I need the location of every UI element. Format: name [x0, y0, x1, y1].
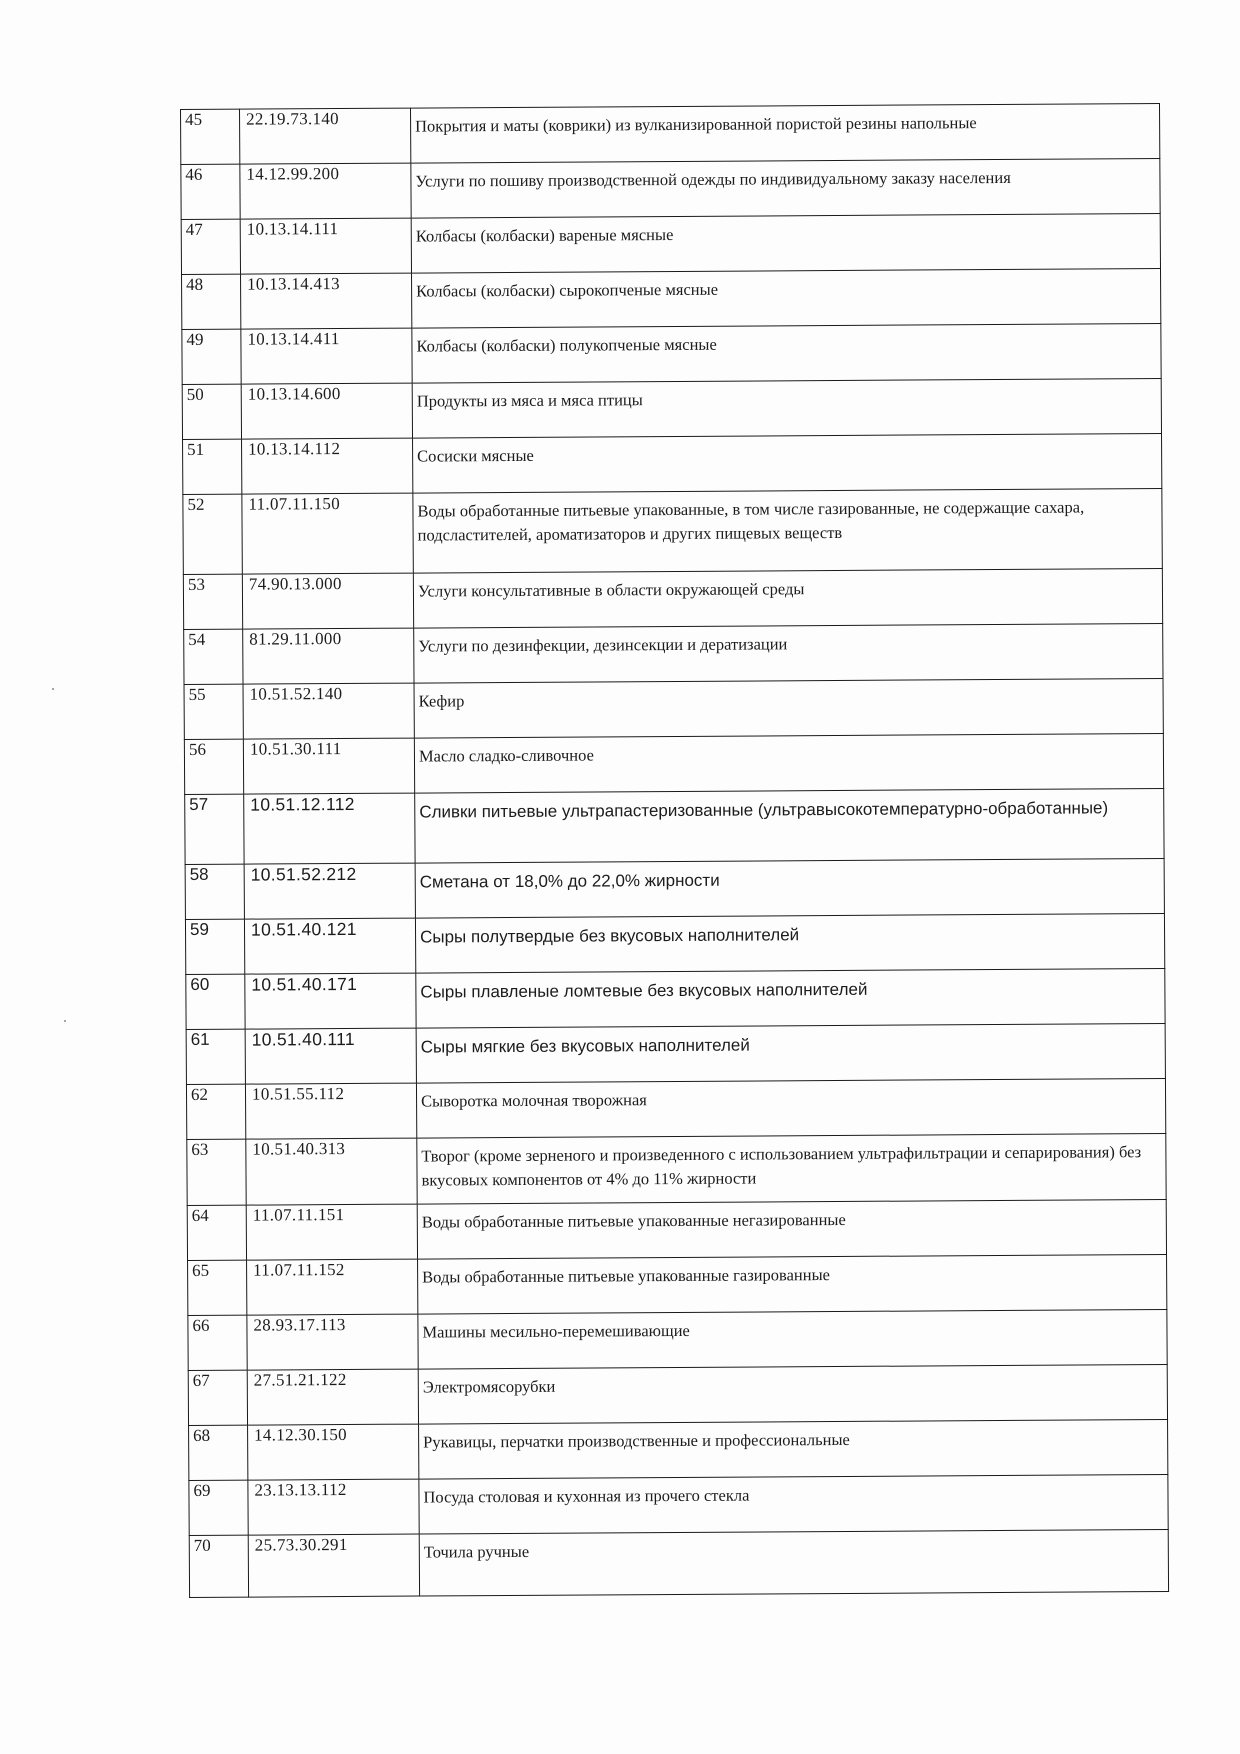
row-number: 52: [187, 494, 205, 514]
code-cell: [243, 683, 414, 739]
row-number-cell: [189, 1535, 248, 1597]
item-name: Воды обработанные питьевые упакованные, в том числе газированные, не содержащие сахара, подсластителей, ароматизаторов и других пищевых веществ: [417, 497, 1085, 545]
row-number: 61: [190, 1029, 210, 1049]
item-name: Услуги консультативные в области окружающей среды: [417, 579, 805, 601]
name-cell: [418, 1309, 1167, 1369]
item-name: Кефир: [418, 691, 465, 711]
okpd2-code: 10.51.52.212: [250, 863, 357, 885]
table-row: [182, 379, 1161, 440]
table-row: [182, 324, 1161, 385]
scan-speck: [52, 688, 54, 690]
name-cell: [415, 789, 1164, 864]
row-number-cell: [182, 274, 241, 329]
table-row: [182, 269, 1161, 330]
scan-speck: [64, 1020, 66, 1022]
name-cell: [415, 859, 1164, 919]
table-row: [185, 789, 1164, 865]
name-cell: [418, 1254, 1167, 1314]
okpd2-code: 11.07.11.152: [253, 1260, 345, 1280]
code-cell: [240, 218, 411, 274]
code-cell: [248, 1424, 419, 1480]
name-cell: [413, 489, 1162, 574]
okpd2-code: 10.51.52.140: [249, 684, 343, 704]
item-name: Сыворотка молочная творожная: [421, 1090, 647, 1111]
code-cell: [246, 1138, 417, 1205]
code-cell: [242, 438, 413, 494]
row-number: 54: [188, 629, 206, 649]
table-row: [181, 159, 1160, 220]
row-number-cell: [189, 1425, 248, 1480]
row-number-cell: [188, 1370, 247, 1425]
row-number: 58: [189, 864, 209, 884]
code-cell: [246, 1204, 417, 1260]
okpd2-code: 14.12.30.150: [254, 1425, 348, 1445]
row-number: 55: [188, 684, 206, 704]
name-cell: [410, 104, 1159, 164]
code-cell: [243, 628, 414, 684]
row-number: 45: [185, 109, 203, 129]
table-row: [184, 679, 1163, 740]
item-name: Посуда столовая и кухонная из прочего стекла: [423, 1485, 750, 1507]
row-number-cell: [182, 384, 241, 439]
okpd2-code: 10.13.14.112: [248, 439, 341, 459]
row-number: 53: [187, 574, 205, 594]
okpd2-code: 10.51.40.171: [251, 973, 358, 995]
item-name: Сыры мягкие без вкусовых наполнителей: [420, 1035, 750, 1057]
row-number: 59: [189, 919, 209, 939]
row-number-cell: [184, 629, 243, 684]
item-name: Рукавицы, перчатки производственные и профессиональные: [423, 1429, 850, 1452]
code-cell: [248, 1534, 419, 1597]
name-cell: [415, 914, 1164, 974]
okpd2-code: 74.90.13.000: [248, 574, 342, 594]
row-number-cell: [188, 1315, 247, 1370]
code-cell: [245, 973, 416, 1029]
item-name: Колбасы (колбаски) сырокопченые мясные: [416, 279, 719, 301]
row-number-cell: [186, 1029, 245, 1084]
item-name: Услуги по дезинфекции, дезинсекции и дератизации: [418, 634, 788, 656]
okpd2-code: 81.29.11.000: [249, 629, 342, 649]
name-cell: [413, 434, 1162, 494]
name-cell: [416, 969, 1165, 1029]
code-cell: [240, 163, 411, 219]
row-number-cell: [185, 864, 244, 919]
row-number: 57: [189, 794, 209, 814]
row-number: 49: [186, 329, 204, 349]
row-number-cell: [181, 109, 240, 164]
code-cell: [245, 1028, 416, 1084]
item-name: Сосиски мясные: [417, 445, 534, 466]
item-name: Сливки питьевые ультрапастеризованные (ультравысокотемпературно-обработанные): [419, 798, 1109, 822]
code-cell: [240, 108, 411, 164]
row-number: 46: [185, 164, 203, 184]
row-number: 56: [188, 739, 206, 759]
item-name: Покрытия и маты (коврики) из вулканизированной пористой резины напольные: [415, 113, 977, 136]
name-cell: [419, 1529, 1168, 1596]
code-cell: [244, 918, 415, 974]
code-cell: [247, 1259, 418, 1315]
table-row: [189, 1529, 1168, 1597]
okpd2-code: 10.51.30.111: [249, 739, 342, 759]
row-number: 62: [190, 1084, 209, 1104]
row-number: 67: [192, 1370, 210, 1390]
item-name: Воды обработанные питьевые упакованные газированные: [422, 1265, 831, 1287]
row-number-cell: [187, 1139, 246, 1205]
table-row: [189, 1419, 1168, 1480]
name-cell: [412, 379, 1161, 439]
okpd2-code: 10.13.14.111: [246, 219, 339, 239]
code-cell: [244, 863, 415, 919]
item-name: Колбасы (колбаски) полукопченые мясные: [416, 334, 717, 356]
code-cell: [247, 1369, 418, 1425]
okpd2-code: 28.93.17.113: [253, 1315, 346, 1335]
table-row: [183, 434, 1162, 495]
row-number-cell: [189, 1480, 248, 1535]
row-number-cell: [186, 974, 245, 1029]
okpd2-code: 10.51.40.121: [250, 918, 357, 940]
registry-table: [180, 103, 1169, 1598]
name-cell: [418, 1364, 1167, 1424]
row-number-cell: [184, 739, 243, 794]
row-number: 66: [192, 1315, 210, 1335]
okpd2-code: 10.13.14.413: [247, 274, 340, 294]
item-name: Электромясорубки: [422, 1376, 556, 1397]
table-row: [183, 569, 1162, 630]
row-number-cell: [182, 329, 241, 384]
row-number: 69: [193, 1480, 211, 1500]
code-cell: [245, 1083, 416, 1139]
okpd2-code: 10.51.40.313: [252, 1139, 346, 1159]
item-name: Сыры полутвердые без вкусовых наполнителей: [420, 925, 800, 947]
okpd2-code: 10.13.14.600: [247, 384, 341, 404]
okpd2-code: 27.51.21.122: [253, 1370, 347, 1390]
name-cell: [416, 1023, 1165, 1083]
table-row: [187, 1199, 1166, 1260]
item-name: Услуги по пошиву производственной одежды по индивидуальному заказу населения: [415, 167, 1011, 191]
row-number-cell: [183, 439, 242, 494]
name-cell: [414, 624, 1163, 684]
okpd2-code: 11.07.11.150: [248, 494, 341, 514]
table-row: [185, 859, 1164, 920]
code-cell: [247, 1314, 418, 1370]
item-name: Точила ручные: [423, 1541, 530, 1562]
code-cell: [243, 738, 414, 794]
row-number: 50: [186, 384, 204, 404]
row-number: 70: [193, 1535, 211, 1555]
item-name: Машины месильно-перемешивающие: [422, 1320, 690, 1342]
table-row: [189, 1474, 1168, 1535]
table-row: [188, 1254, 1167, 1315]
table-row: [187, 1133, 1166, 1205]
okpd2-code: 22.19.73.140: [246, 109, 339, 129]
row-number: 51: [187, 439, 205, 459]
okpd2-code: 10.13.14.411: [247, 329, 340, 349]
name-cell: [414, 734, 1163, 794]
okpd2-code: 14.12.99.200: [246, 164, 340, 184]
row-number-cell: [181, 164, 240, 219]
okpd2-code: 10.51.40.111: [251, 1028, 355, 1050]
name-cell: [416, 1078, 1165, 1138]
okpd2-code: 25.73.30.291: [254, 1535, 348, 1555]
name-cell: [411, 159, 1160, 219]
row-number-cell: [183, 574, 242, 629]
code-cell: [244, 793, 415, 864]
okpd2-code: 10.51.55.112: [251, 1084, 345, 1104]
okpd2-code: 11.07.11.151: [252, 1205, 345, 1225]
item-name: Сметана от 18,0% до 22,0% жирности: [419, 870, 720, 892]
name-cell: [417, 1199, 1166, 1259]
row-number-cell: [183, 494, 242, 574]
okpd2-code: 10.51.12.112: [250, 793, 355, 815]
code-cell: [241, 328, 412, 384]
row-number: 48: [186, 274, 204, 294]
row-number: 64: [191, 1205, 209, 1225]
item-name: Воды обработанные питьевые упакованные негазированные: [421, 1209, 846, 1232]
row-number: 63: [191, 1139, 209, 1159]
table-row: [181, 104, 1160, 165]
row-number-cell: [187, 1205, 246, 1260]
row-number-cell: [184, 684, 243, 739]
table-row: [188, 1364, 1167, 1425]
table-row: [185, 914, 1164, 975]
row-number: 60: [190, 974, 210, 994]
name-cell: [412, 324, 1161, 384]
code-cell: [242, 573, 413, 629]
table-row: [184, 624, 1163, 685]
code-cell: [241, 383, 412, 439]
row-number: 47: [185, 219, 203, 239]
name-cell: [411, 214, 1160, 274]
okpd2-code: 23.13.13.112: [254, 1480, 347, 1500]
row-number: 68: [193, 1425, 211, 1445]
row-number-cell: [185, 919, 244, 974]
item-name: Масло сладко-сливочное: [418, 745, 594, 766]
code-cell: [248, 1479, 419, 1535]
table-row: [186, 1023, 1165, 1084]
table-row: [181, 214, 1160, 275]
name-cell: [417, 1133, 1166, 1204]
name-cell: [412, 269, 1161, 329]
table-row: [186, 969, 1165, 1030]
row-number-cell: [188, 1260, 247, 1315]
table-row: [188, 1309, 1167, 1370]
row-number: 65: [192, 1260, 210, 1280]
row-number-cell: [186, 1084, 245, 1139]
code-cell: [241, 273, 412, 329]
name-cell: [419, 1474, 1168, 1534]
table-row: [183, 489, 1162, 575]
row-number-cell: [185, 794, 244, 864]
name-cell: [413, 569, 1162, 629]
row-number-cell: [181, 219, 240, 274]
name-cell: [414, 679, 1163, 739]
name-cell: [419, 1419, 1168, 1479]
item-name: Продукты из мяса и мяса птицы: [416, 390, 643, 411]
table-row: [186, 1078, 1165, 1139]
item-name: Колбасы (колбаски) вареные мясные: [415, 224, 674, 246]
code-cell: [242, 493, 413, 574]
item-name: Творог (кроме зерненого и произведенного с использованием ультрафильтрации и сепарирования) без вкусовых компонентов от 4% до 11% жирности: [421, 1142, 1142, 1190]
item-name: Сыры плавленые ломтевые без вкусовых наполнителей: [420, 979, 868, 1002]
table-row: [184, 734, 1163, 795]
